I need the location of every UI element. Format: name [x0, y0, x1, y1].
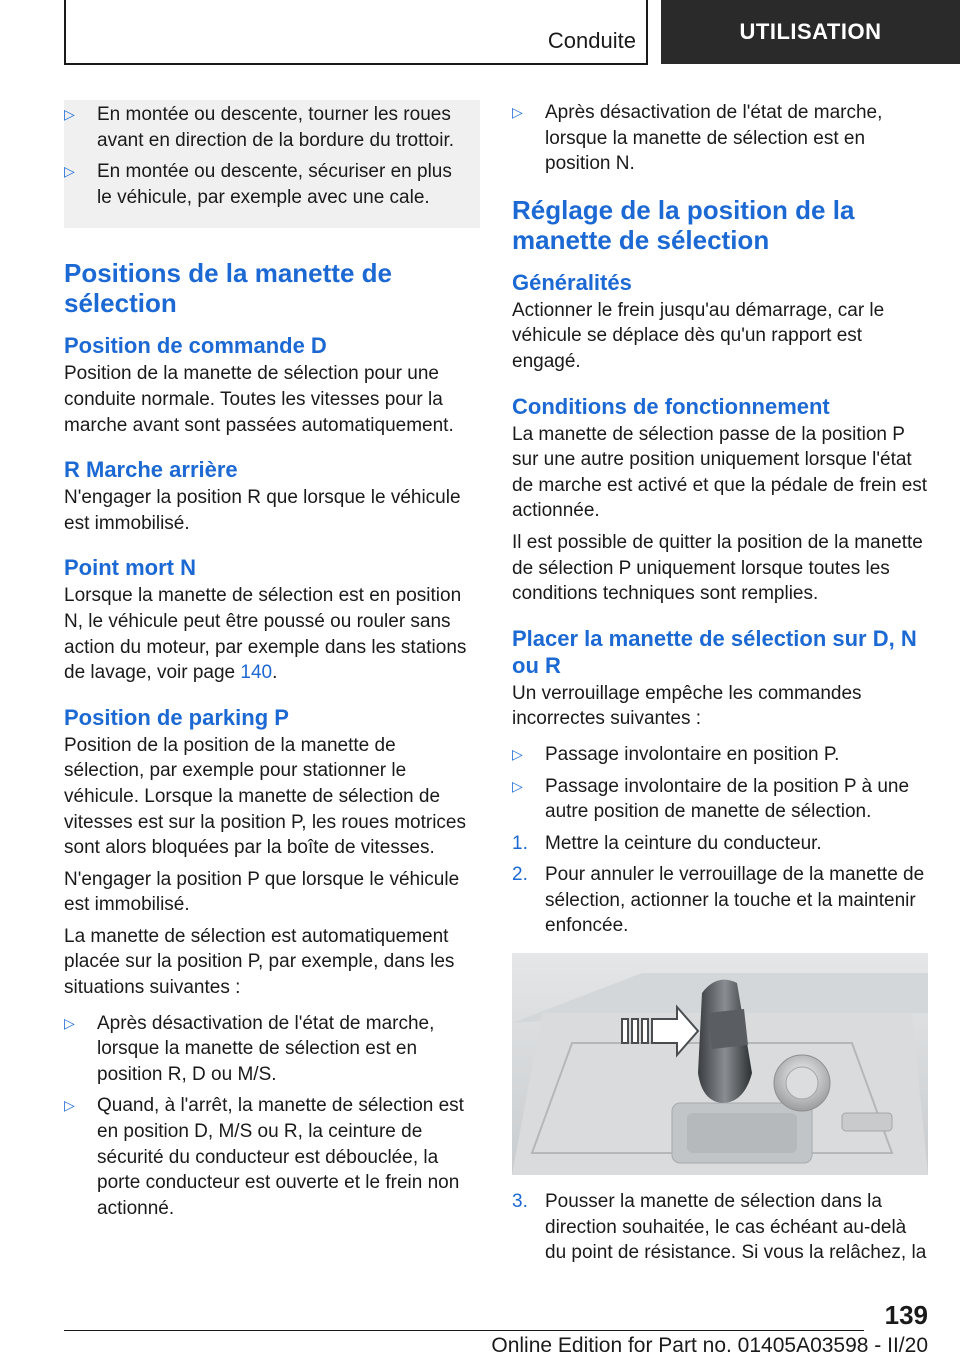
triangle-bullet-icon: ▷	[512, 777, 523, 794]
subheading-conditions: Conditions de fonctionnement	[512, 393, 830, 419]
footer-edition-text: Online Edition for Part no. 01405A03598 - II/20	[491, 1334, 928, 1357]
list-item: ▷ Passage involontaire de la position P à une autre position de manette de sélection.	[512, 774, 928, 825]
step-number: 2.	[512, 864, 528, 886]
paragraph: N'engager la position R que lorsque le véhicule est immobilisé.	[64, 487, 461, 534]
gear-selector-photo	[512, 953, 928, 1175]
subheading-n: Point mort N	[64, 555, 196, 581]
header-chapter-tab	[661, 0, 960, 64]
header-chapter-label: UTILISATION	[739, 19, 882, 44]
header-rule-right	[646, 0, 648, 64]
paragraph: Lorsque la manette de sélection est en position N, le véhicule peut être poussé ou rouler sans action du moteur, par exemple dans les stations de lavage, voir page 140.	[64, 585, 467, 684]
paragraph: Il est possible de quitter la position de la manette de sélection P uniquement lorsque toutes les conditions techniques sont remplies.	[512, 531, 923, 605]
triangle-bullet-icon: ▷	[512, 104, 523, 120]
page-number: 139	[884, 1300, 928, 1330]
list-item: ▷ En montée ou descente, tourner les roues avant en direction de la bordure du trottoir.	[64, 102, 464, 153]
step-number: 3.	[512, 1191, 528, 1213]
section-heading: Positions de la manette de sélection	[64, 258, 392, 319]
triangle-bullet-icon: ▷	[512, 745, 523, 762]
step-item: 2. Pour annuler le verrouillage de la manette de sélection, actionner la touche et la maintenir enfoncée.	[512, 862, 928, 939]
step-number: 1.	[512, 832, 528, 854]
list-item: ▷ Passage involontaire en position P.	[512, 742, 928, 768]
paragraph: Position de la manette de sélection pour une conduite normale. Toutes les vitesses pour la marche avant sont passées automatiquement.	[64, 363, 454, 436]
subheading-p: Position de parking P	[64, 704, 289, 730]
paragraph: La manette de sélection est automatiquement placée sur la position P, par exemple, dans les situations suivantes :	[64, 925, 455, 999]
triangle-bullet-icon: ▷	[64, 1014, 75, 1031]
paragraph: Un verrouillage empêche les commandes incorrectes suivantes :	[512, 682, 862, 730]
header-section-title: Conduite	[547, 28, 636, 53]
paragraph: N'engager la position P que lorsque le véhicule est immobilisé.	[64, 868, 460, 916]
step-item: 3. Pousser la manette de sélection dans la direction souhaitée, le cas échéant au-delà du point de résistance. Si vous la relâchez, la	[512, 1189, 928, 1266]
subheading-r: R Marche arrière	[64, 457, 238, 483]
paragraph: Position de la position de la manette de sélection, par exemple pour stationner le véhicule. Lorsque la manette de sélection de vitesses est sur la position P, les roues motrices sont alors bloquées par la boîte de vitesses.	[64, 734, 466, 859]
list-item: ▷ Après désactivation de l'état de marche, lorsque la manette de sélection est en position N.	[512, 100, 928, 177]
step-item: 1. Mettre la ceinture du conducteur.	[512, 831, 928, 857]
info-box	[64, 100, 480, 228]
list-item: ▷ Quand, à l'arrêt, la manette de sélection est en position D, M/S ou R, la ceinture de sécurité du conducteur est débouclée, la porte conducteur est ouverte et le frein non actionné.	[64, 1093, 480, 1221]
header-rule-bottom	[64, 63, 648, 65]
list-item: ▷ En montée ou descente, sécuriser en plus le véhicule, par exemple avec une cale.	[64, 159, 464, 210]
paragraph: La manette de sélection passe de la position P sur une autre position uniquement lorsque l'état de marche est activé et que la pédale de frein est actionnée.	[512, 423, 928, 522]
subheading-place: Placer la manette de sélection sur D, N ou R	[512, 625, 917, 678]
triangle-bullet-icon: ▷	[64, 1097, 75, 1114]
subheading-d: Position de commande D	[64, 333, 327, 359]
triangle-bullet-icon: ▷	[64, 106, 75, 122]
subheading-general: Généralités	[512, 269, 632, 295]
paragraph: Actionner le frein jusqu'au démarrage, car le véhicule se déplace dès qu'un rapport est engagé.	[512, 299, 885, 372]
page-link-140[interactable]: 140	[240, 662, 273, 684]
section-heading: Réglage de la position de la manette de sélection	[512, 194, 855, 255]
left-column	[64, 100, 480, 1227]
triangle-bullet-icon: ▷	[64, 163, 75, 180]
list-item: ▷ Après désactivation de l'état de marche, lorsque la manette de sélection est en position R, D ou M/S.	[64, 1011, 480, 1088]
footer-rule	[64, 1330, 864, 1331]
right-column	[512, 100, 928, 1272]
